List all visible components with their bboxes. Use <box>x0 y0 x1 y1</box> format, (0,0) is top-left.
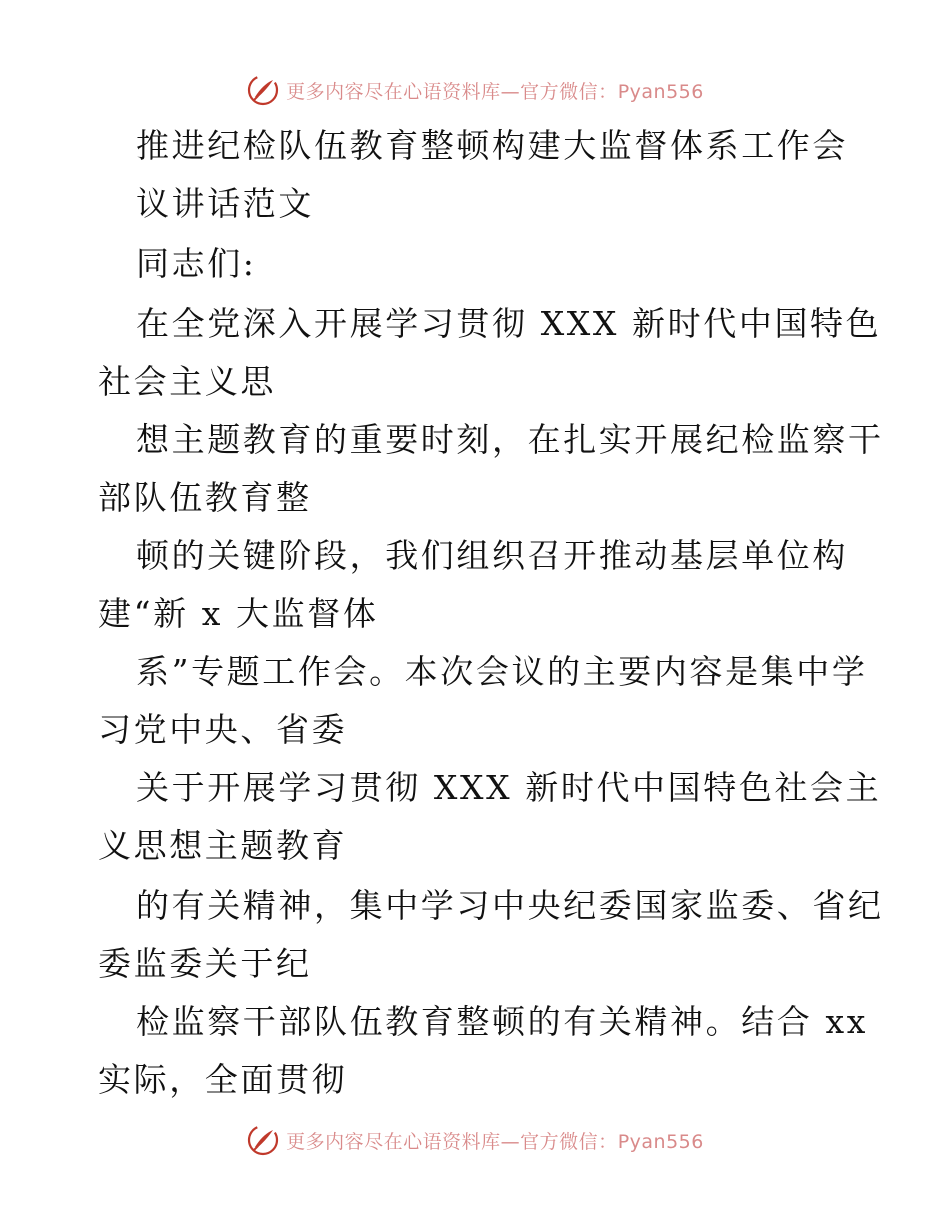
doc-line: 在全党深入开展学习贯彻 XXX 新时代中国特色 <box>136 304 882 343</box>
doc-line: 关于开展学习贯彻 XXX 新时代中国特色社会主 <box>136 768 882 807</box>
doc-line: 义思想主题教育 <box>98 826 348 865</box>
watermark-wechat-label: 官方微信： <box>520 80 618 103</box>
doc-line: 实际，全面贯彻 <box>98 1060 348 1099</box>
doc-line: 系”专题工作会。本次会议的主要内容是集中学 <box>136 652 868 691</box>
doc-line: 委监委关于纪 <box>98 944 312 983</box>
doc-line: 想主题教育的重要时刻，在扎实开展纪检监察干 <box>136 420 884 459</box>
doc-salutation: 同志们: <box>136 244 257 283</box>
doc-title-line-2: 议讲话范文 <box>136 184 314 223</box>
quill-swirl-icon <box>246 73 280 107</box>
watermark-group <box>246 73 704 107</box>
watermark-wechat-id: Pyan556 <box>617 80 704 103</box>
doc-line: 建“新 x 大监督体 <box>98 594 379 633</box>
doc-title-line-1: 推进纪检队伍教育整顿构建大监督体系工作会 <box>136 126 848 165</box>
watermark-text <box>286 1127 704 1154</box>
doc-line: 检监察干部队伍教育整顿的有关精神。结合 xx <box>136 1002 868 1041</box>
watermark-wechat-id: Pyan556 <box>617 1130 704 1153</box>
watermark-dash: — <box>500 1130 521 1153</box>
watermark-group <box>246 1123 704 1157</box>
doc-line: 社会主义思 <box>98 362 276 401</box>
footer-watermark <box>0 1120 950 1160</box>
watermark-main: 更多内容尽在心语资料库 <box>286 80 501 103</box>
doc-line: 顿的关键阶段，我们组织召开推动基层单位构 <box>136 536 848 575</box>
doc-line: 习党中央、省委 <box>98 710 348 749</box>
watermark-text <box>286 77 704 104</box>
doc-line: 部队伍教育整 <box>98 478 312 517</box>
watermark-dash: — <box>500 80 521 103</box>
doc-line: 的有关精神，集中学习中央纪委国家监委、省纪 <box>136 886 884 925</box>
watermark-wechat-label: 官方微信： <box>520 1130 618 1153</box>
header-watermark <box>0 70 950 110</box>
watermark-main: 更多内容尽在心语资料库 <box>286 1130 501 1153</box>
quill-swirl-icon <box>246 1123 280 1157</box>
